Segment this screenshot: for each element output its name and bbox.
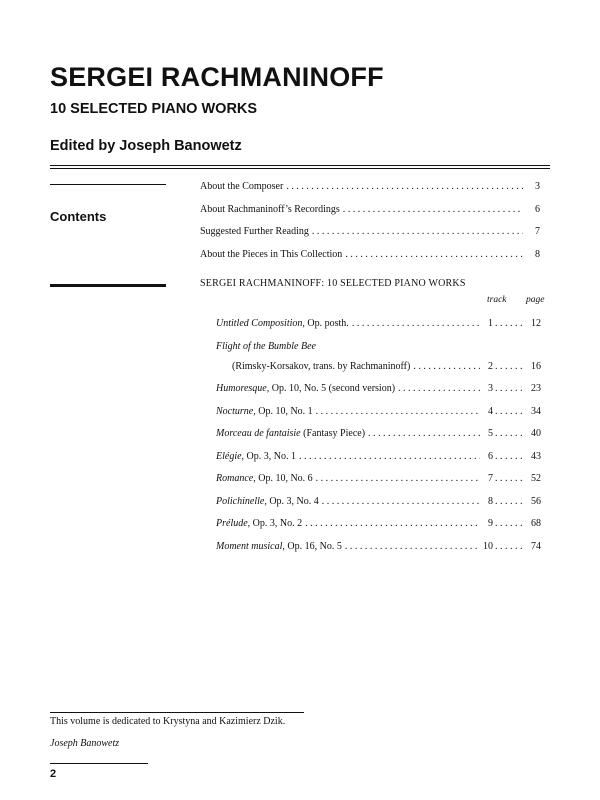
piece-item[interactable]: [216, 428, 541, 451]
leader-dots: [316, 406, 480, 418]
piece-page: 74: [531, 540, 541, 552]
leader-dots: [312, 226, 523, 238]
piece-detail: Op. 3, No. 1: [244, 450, 296, 462]
piece-page: 23: [531, 383, 541, 394]
leader-dots: [495, 451, 525, 463]
contents-label: Contents: [50, 209, 107, 224]
piece-item[interactable]: [216, 361, 541, 384]
piece-item[interactable]: [216, 473, 541, 496]
piece-title: Moment musical,: [216, 540, 285, 552]
piece-detail: (Rimsky-Korsakov, trans. by Rachmaninoff): [232, 360, 411, 372]
front-matter-label: About Rachmaninoff’s Recordings: [200, 203, 340, 215]
leader-dots: [368, 428, 480, 440]
piece-title: Polichinelle,: [216, 495, 267, 507]
piece-title: Nocturne,: [216, 405, 256, 417]
leader-dots: [495, 518, 525, 530]
leader-dots: [352, 318, 480, 330]
dedication-text: This volume is dedicated to Krystyna and Kazimierz Dzik.: [50, 716, 286, 727]
piece-detail: Op. 3, No. 4: [266, 495, 319, 507]
section-heading: SERGEI RACHMANINOFF: 10 SELECTED PIANO WORKS: [200, 278, 466, 289]
piece-title: Romance,: [216, 473, 256, 484]
front-matter-label: Suggested Further Reading: [200, 226, 309, 237]
piece-label: [216, 496, 319, 508]
piece-page: 43: [531, 450, 541, 462]
front-matter-label: About the Composer: [200, 181, 284, 192]
leader-dots: [299, 451, 480, 463]
piece-title: Elégie,: [216, 450, 245, 462]
footnote-rule: [50, 712, 304, 713]
piece-detail: Op. 3, No. 2: [250, 518, 303, 529]
front-matter-item[interactable]: [200, 181, 540, 204]
piece-label: [216, 473, 313, 485]
pieces-list: [216, 318, 541, 563]
leader-dots: [495, 473, 525, 485]
piece-track: 9: [488, 518, 493, 529]
piece-detail: Op. 10, No. 1: [255, 405, 313, 417]
piece-title: Untitled Composition,: [216, 318, 305, 329]
front-matter-item[interactable]: [200, 204, 540, 227]
piece-label: [216, 541, 342, 553]
signature: Joseph Banowetz: [50, 738, 120, 749]
piece-track: 1: [488, 318, 493, 329]
leader-dots: [495, 428, 525, 440]
header-rule: [50, 165, 550, 166]
leader-dots: [345, 541, 480, 553]
piece-page: 68: [531, 518, 541, 529]
front-matter-page: 3: [535, 181, 540, 192]
piece-page: 40: [531, 428, 541, 439]
piece-item[interactable]: [216, 541, 541, 564]
piece-item[interactable]: [216, 318, 541, 341]
page-number-rule: [50, 763, 148, 764]
page-number: 2: [50, 768, 57, 780]
leader-dots: [495, 361, 525, 373]
piece-track: 7: [488, 473, 493, 484]
piece-item[interactable]: [216, 406, 541, 429]
leader-dots: [316, 473, 480, 485]
front-matter-label: About the Pieces in This Collection: [200, 248, 343, 260]
book-subtitle: 10 SELECTED PIANO WORKS: [50, 101, 258, 117]
leader-dots: [495, 541, 525, 553]
header-rule-secondary: [50, 168, 550, 169]
piece-title: Morceau de fantaisie: [216, 428, 301, 439]
piece-track: 4: [488, 405, 493, 417]
piece-item[interactable]: [216, 496, 541, 519]
piece-label: [216, 428, 365, 440]
piece-item[interactable]: [216, 518, 541, 541]
contents-rule-top: [50, 184, 166, 185]
front-matter-list: [200, 181, 540, 271]
front-matter-item[interactable]: [200, 249, 540, 272]
piece-page: 52: [531, 473, 541, 484]
front-matter-page: 6: [535, 203, 540, 215]
page-column-header: page: [526, 295, 545, 305]
leader-dots: [495, 496, 525, 508]
piece-track: 3: [488, 383, 493, 394]
piece-page: 12: [531, 318, 541, 329]
leader-dots: [398, 383, 480, 395]
piece-track: 6: [488, 450, 493, 462]
piece-track: 10: [483, 540, 493, 552]
piece-detail: Op. posth.: [304, 318, 349, 329]
leader-dots: [413, 361, 480, 373]
front-matter-item[interactable]: [200, 226, 540, 249]
front-matter-page: 7: [535, 226, 540, 237]
piece-detail: Op. 10, No. 5 (second version): [269, 383, 396, 394]
piece-page: 16: [531, 360, 541, 372]
piece-label: [216, 518, 302, 530]
piece-label: [216, 451, 296, 463]
front-matter-page: 8: [535, 248, 540, 260]
piece-track: 5: [488, 428, 493, 439]
editor-credit: Edited by Joseph Banowetz: [50, 138, 242, 154]
book-title: SERGEI RACHMANINOFF: [50, 62, 384, 92]
piece-title: Prélude,: [216, 518, 251, 529]
leader-dots: [345, 249, 523, 261]
leader-dots: [495, 318, 525, 330]
leader-dots: [305, 518, 480, 530]
piece-track: 2: [488, 360, 493, 372]
leader-dots: [286, 181, 523, 193]
leader-dots: [343, 204, 523, 216]
piece-label: [216, 318, 349, 330]
piece-label: [216, 383, 395, 395]
piece-track: 8: [488, 495, 493, 507]
piece-title-line: Flight of the Bumble Bee: [216, 340, 316, 352]
piece-detail: Op. 16, No. 5: [284, 540, 342, 552]
piece-detail: (Fantasy Piece): [300, 428, 366, 439]
track-column-header: track: [487, 295, 507, 305]
piece-page: 34: [531, 405, 541, 417]
contents-rule-bottom: [50, 284, 166, 287]
leader-dots: [322, 496, 480, 508]
piece-page: 56: [531, 495, 541, 507]
leader-dots: [495, 406, 525, 418]
piece-detail: Op. 10, No. 6: [255, 473, 313, 484]
piece-item[interactable]: [216, 383, 541, 406]
piece-title: Humoresque,: [216, 383, 270, 394]
leader-dots: [495, 383, 525, 395]
piece-item[interactable]: [216, 451, 541, 474]
piece-label: [216, 406, 313, 418]
